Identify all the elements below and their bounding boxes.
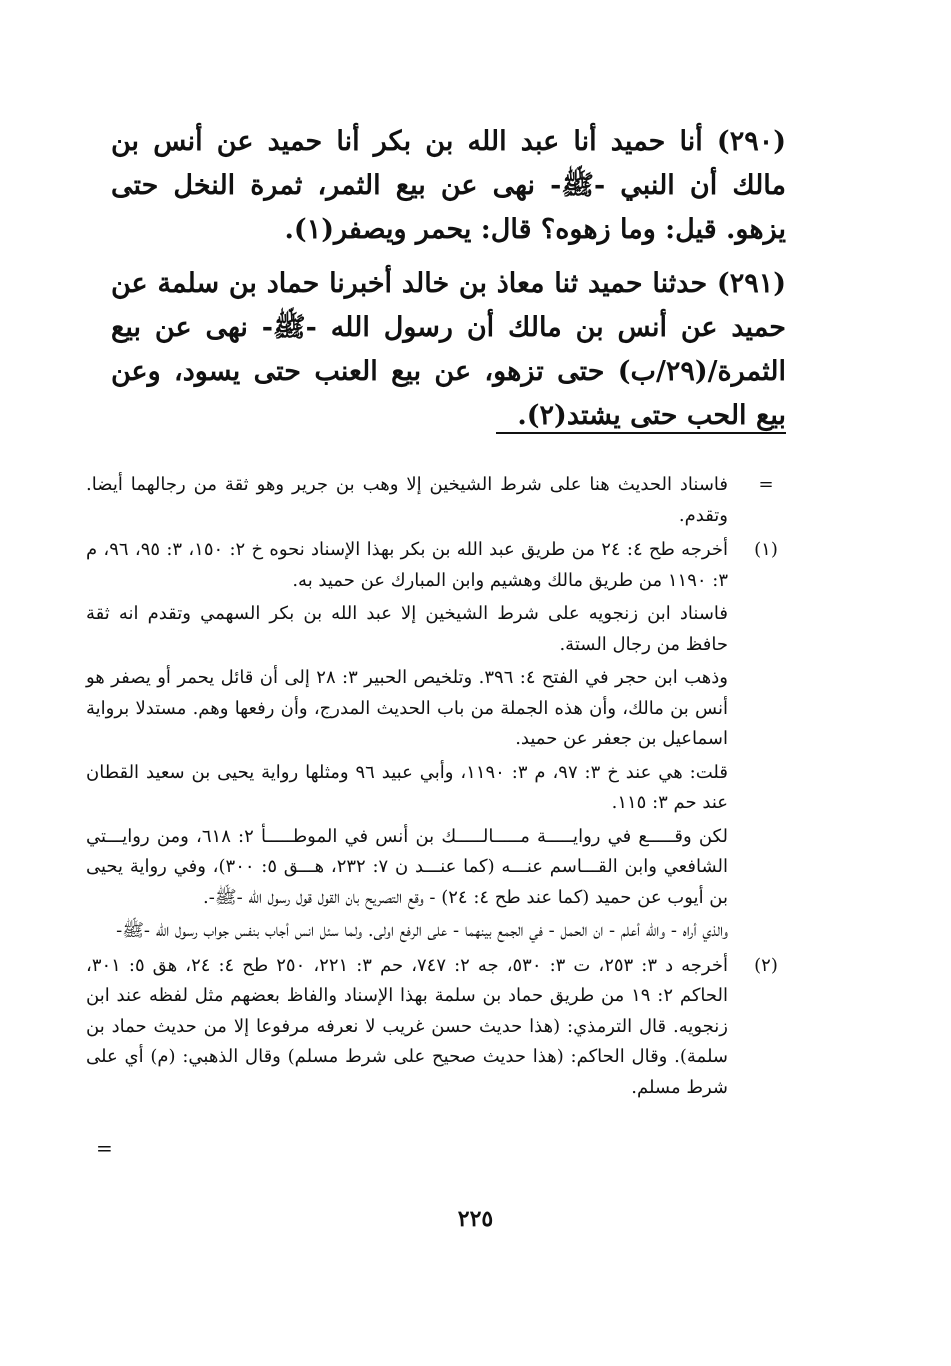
footnote-paragraph: لكن وقـــــع في روايـــــة مـــــالـــــك بن أنس في الموطـــــأ ٢: ٦١٨، ومن روايـــتي الشافعي وابن القـــاسم عنـــه (كما عنـــد ن ٧: ٢٣٢، هـــق ٥: ٣٠٠)، وفي رواية يحيى بن أيوب عن حميد (كما عند طح ٤: ٢٤) - وقع التصريح بان القول قول رسول الله -ﷺ-.	[86, 825, 728, 908]
footnote-mark: (٢)	[754, 954, 778, 976]
footnote-1	[86, 535, 786, 947]
footnote-mark: =	[758, 474, 774, 495]
hadith-291: (٢٩١) حدثنا حميد ثنا معاذ بن خالد أخبرنا حماد بن سلمة عن حميد عن أنس بن مالك أن رسول الله -ﷺ- نهى عن بيع الثمرة/(٢٩/ب) حتى تزهو، عن بيع العنب حتى يسود، وعن بيع الحب حتى يشتد(٢).	[111, 268, 786, 431]
footnotes	[86, 470, 786, 1107]
footnote-paragraph: وذهب ابن حجر في الفتح ٤: ٣٩٦. وتلخيص الحبير ٣: ٢٨ إلى أن قائل يحمر أو يصفر هو أنس بن مالك، وأن هذه الجملة من باب الحديث المدرج، وأن رفعها وهم. مستدلا برواية اسماعيل بن جعفر عن حميد.	[86, 667, 728, 749]
footnote-2	[86, 951, 786, 1104]
footnote-continuation	[86, 470, 786, 531]
continuation-mark: =	[96, 1136, 113, 1160]
footnote-paragraph: فاسناد ابن زنجويه على شرط الشيخين إلا عبد الله بن بكر السهمي وتقدم انه ثقة حافظ من رجال الستة.	[86, 603, 728, 655]
page-number: ٢٢٥	[457, 1206, 494, 1232]
footnote-paragraph: قلت: هي عند خ ٣: ٩٧، م ٣: ١١٩٠، وأبي عبيد ٩٦ ومثلها رواية يحيى بن سعيد القطان عند حم ٣: ١١٥.	[86, 761, 728, 813]
footnote-paragraph: فاسناد الحديث هنا على شرط الشيخين إلا وهب بن جرير وهو ثقة من رجالهما أيضا. وتقدم.	[86, 474, 728, 526]
footnote-paragraph: أخرجه طح ٤: ٢٤ من طريق عبد الله بن بكر بهذا الإسناد نحوه خ ٢: ١٥٠، ٣: ٩٥، ٩٦، م ٣: ١١٩٠ من طريق مالك وهشيم وابن المبارك عن حميد به.	[86, 539, 728, 591]
footnote-paragraph: أخرجه د ٣: ٢٥٣، ت ٣: ٥٣٠، جه ٢: ٧٤٧، حم ٣: ٢٢١، ٢٥٠ طح ٤: ٢٤، هق ٥: ٣٠١، الحاكم ٢: ١٩ من طريق حماد بن سلمة بهذا الإسناد والفاظ بعضهم مثل لفظه عند ابن زنجويه. قال الترمذي: (هذا حديث حسن غريب لا نعرفه مرفوعا إلا من حديث حماد بن سلمة). وقال الحاكم: (هذا حديث صحيح على شرط مسلم) وقال الذهبي: (م) أي على شرط مسلم.	[86, 954, 728, 1098]
main-text	[111, 120, 786, 448]
footnote-mark: (١)	[754, 539, 778, 560]
footnote-divider	[496, 432, 786, 434]
footnote-paragraph: والذي أراه - والله أعلم - ان الحمل - في الجمع بينهما - على الرفع اولى. ولما سئل انس أجاب بنفس جواب رسول الله -ﷺ-	[116, 920, 728, 941]
hadith-290: (٢٩٠) أنا حميد أنا عبد الله بن بكر أنا حميد عن أنس بن مالك أن النبي -ﷺ- نهى عن بيع الثمر، ثمرة النخل حتى يزهو. قيل: وما زهوه؟ قال: يحمر ويصفر(١).	[111, 126, 786, 245]
